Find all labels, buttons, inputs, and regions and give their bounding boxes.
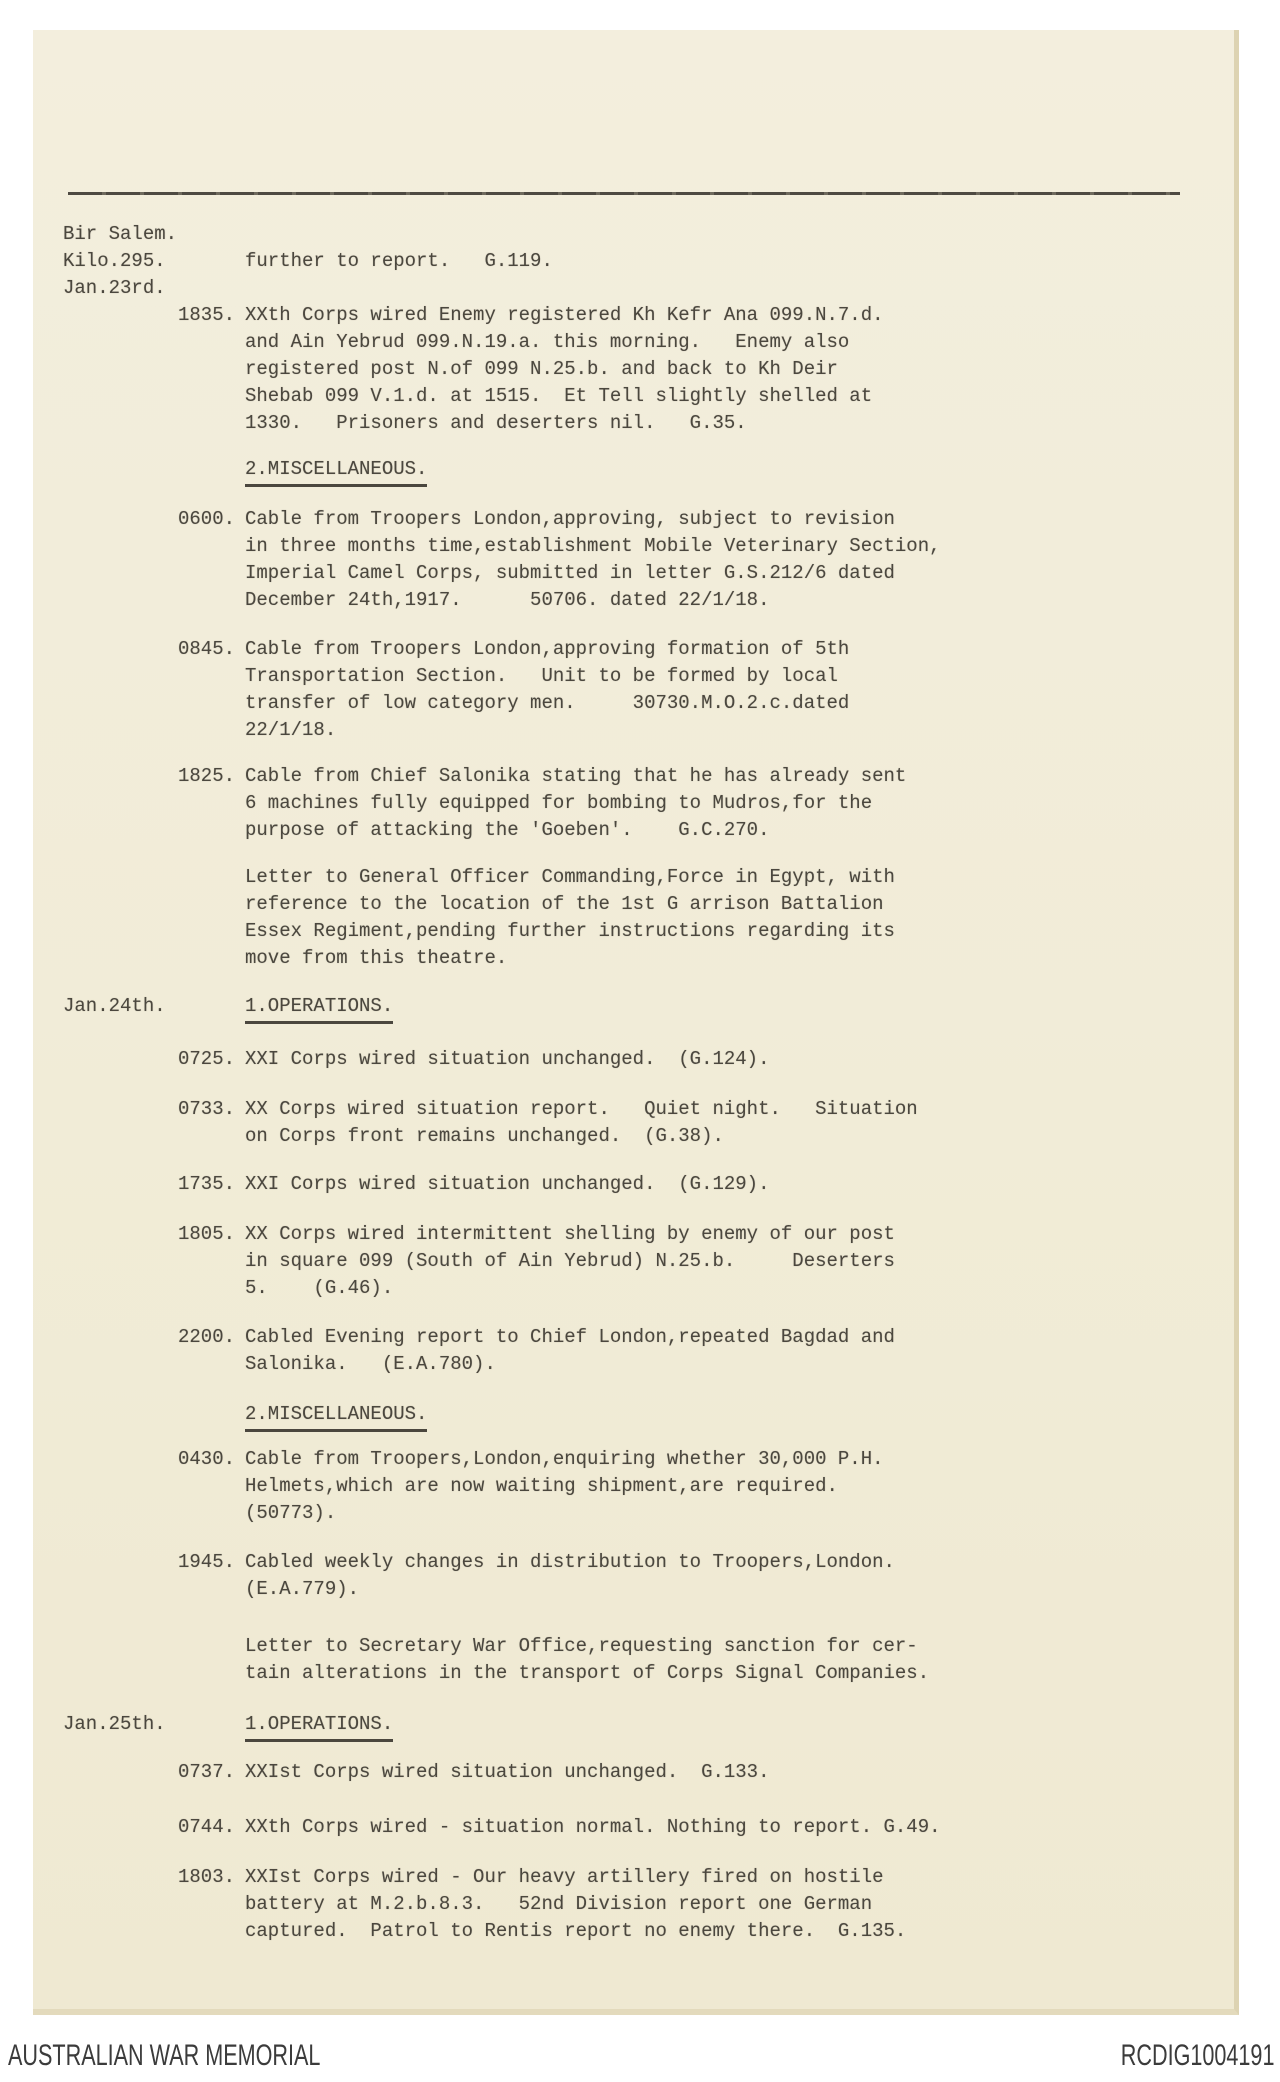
entry-text-line: Salonika. (E.A.780). (245, 1353, 496, 1375)
continuation-text: further to report. G.119. (245, 250, 553, 272)
entry-text-line: XX Corps wired situation report. Quiet night. Situation (245, 1098, 918, 1120)
entry-text-line: 5. (G.46). (245, 1277, 394, 1299)
entry-text-line: in square 099 (South of Ain Yebrud) N.25.b. Deserters (245, 1250, 895, 1272)
entry-time: 1735. (178, 1173, 236, 1195)
entry-text-line: Cable from Troopers,London,enquiring whether 30,000 P.H. (245, 1448, 884, 1470)
entry-text (245, 1759, 770, 1786)
entry-time: 1803. (178, 1866, 236, 1888)
section-heading-text: 2.MISCELLANEOUS. (245, 456, 427, 487)
entry-text-line: Cabled Evening report to Chief London,repeated Bagdad and (245, 1326, 895, 1348)
entry-text (245, 1549, 895, 1603)
entry-text-line: purpose of attacking the 'Goeben'. G.C.270. (245, 819, 770, 841)
entry-time: 0737. (178, 1761, 236, 1783)
typed-divider-rule (68, 192, 1180, 195)
entry-text-line: in three months time,establishment Mobile Veterinary Section, (245, 535, 941, 557)
entry-time: 0744. (178, 1816, 236, 1838)
entry-text-line: tain alterations in the transport of Corps Signal Companies. (245, 1662, 930, 1684)
entry-text-line: on Corps front remains unchanged. (G.38). (245, 1125, 724, 1147)
entry-text-line: transfer of low category men. 30730.M.O.2.c.dated (245, 692, 850, 714)
entry-text (245, 302, 884, 437)
entry-text-line: XX Corps wired intermittent shelling by enemy of our post (245, 1223, 895, 1245)
section-heading (245, 1711, 393, 1742)
entry-time: 1825. (178, 765, 236, 787)
entry-text-line: XXI Corps wired situation unchanged. (G.129). (245, 1173, 770, 1195)
entry-text-line: XXI Corps wired situation unchanged. (G.124). (245, 1048, 770, 1070)
entry-time: 0725. (178, 1048, 236, 1070)
entry-text (245, 1446, 884, 1527)
entry-text-line: Cable from Chief Salonika stating that he has already sent (245, 765, 907, 787)
entry-text-line: Cabled weekly changes in distribution to Troopers,London. (245, 1551, 895, 1573)
entry-text-line: XXth Corps wired Enemy registered Kh Kefr Ana 099.N.7.d. (245, 304, 884, 326)
entry-text-line: (50773). (245, 1502, 337, 1524)
entry-text-line: XXth Corps wired - situation normal. Nothing to report. G.49. (245, 1816, 941, 1838)
entry-time: 0600. (178, 508, 236, 530)
entry-text (245, 506, 941, 614)
location-label: Bir Salem. (63, 223, 178, 245)
entry-text (245, 1633, 929, 1687)
entry-time: 1945. (178, 1551, 236, 1573)
entry-text-line: Helmets,which are now waiting shipment,are required. (245, 1475, 838, 1497)
entry-text-line: registered post N.of 099 N.25.b. and back to Kh Deir (245, 358, 838, 380)
section-heading (245, 993, 393, 1024)
archive-name: AUSTRALIAN WAR MEMORIAL (8, 2039, 321, 2072)
record-id: RCDIG1004191 (1120, 2039, 1274, 2072)
entry-time: 2200. (178, 1326, 236, 1348)
entry-time: 0733. (178, 1098, 236, 1120)
entry-text (245, 864, 895, 972)
entry-text (245, 1171, 770, 1198)
date-label: Jan.25th. (63, 1713, 166, 1735)
entry-text-line: 22/1/18. (245, 719, 337, 741)
entry-text-line: Transportation Section. Unit to be formed by local (245, 665, 838, 687)
entry-text-line: captured. Patrol to Rentis report no enemy there. G.135. (245, 1920, 907, 1942)
section-heading-text: 1.OPERATIONS. (245, 993, 393, 1024)
entry-time: 1805. (178, 1223, 236, 1245)
entry-text-line: move from this theatre. (245, 947, 508, 969)
entry-text-line: reference to the location of the 1st G arrison Battalion (245, 893, 884, 915)
entry-text (245, 1096, 918, 1150)
section-heading-text: 2.MISCELLANEOUS. (245, 1401, 427, 1432)
entry-text (245, 1814, 941, 1841)
section-heading (245, 1401, 427, 1432)
entry-text-line: December 24th,1917. 50706. dated 22/1/18. (245, 589, 770, 611)
entry-text (245, 1864, 906, 1945)
entry-text-line: Essex Regiment,pending further instructions regarding its (245, 920, 895, 942)
entry-text-line: 6 machines fully equipped for bombing to Mudros,for the (245, 792, 873, 814)
entry-text (245, 1046, 770, 1073)
entry-text-line: XXIst Corps wired - Our heavy artillery fired on hostile (245, 1866, 884, 1888)
entry-text (245, 636, 849, 744)
entry-text-line: Shebab 099 V.1.d. at 1515. Et Tell slightly shelled at (245, 385, 873, 407)
entry-text-line: Letter to General Officer Commanding,Force in Egypt, with (245, 866, 895, 888)
entry-text-line: and Ain Yebrud 099.N.19.a. this morning. Enemy also (245, 331, 850, 353)
section-heading-text: 1.OPERATIONS. (245, 1711, 393, 1742)
entry-text-line: 1330. Prisoners and deserters nil. G.35. (245, 412, 747, 434)
entry-time: 0845. (178, 638, 236, 660)
entry-text-line: Imperial Camel Corps, submitted in letter G.S.212/6 dated (245, 562, 895, 584)
entry-text-line: Cable from Troopers London,approving formation of 5th (245, 638, 850, 660)
entry-text-line: Cable from Troopers London,approving, subject to revision (245, 508, 895, 530)
location-label: Kilo.295. (63, 250, 166, 272)
entry-text-line: Letter to Secretary War Office,requesting sanction for cer- (245, 1635, 918, 1657)
section-heading (245, 456, 427, 487)
entry-text-line: battery at M.2.b.8.3. 52nd Division report one German (245, 1893, 873, 1915)
entry-time: 0430. (178, 1448, 236, 1470)
date-label: Jan.23rd. (63, 277, 166, 299)
entry-text (245, 1324, 895, 1378)
entry-text-line: (E.A.779). (245, 1578, 360, 1600)
entry-text-line: XXIst Corps wired situation unchanged. G.133. (245, 1761, 770, 1783)
entry-time: 1835. (178, 304, 236, 326)
date-label: Jan.24th. (63, 995, 166, 1017)
entry-text (245, 763, 906, 844)
entry-text (245, 1221, 895, 1302)
